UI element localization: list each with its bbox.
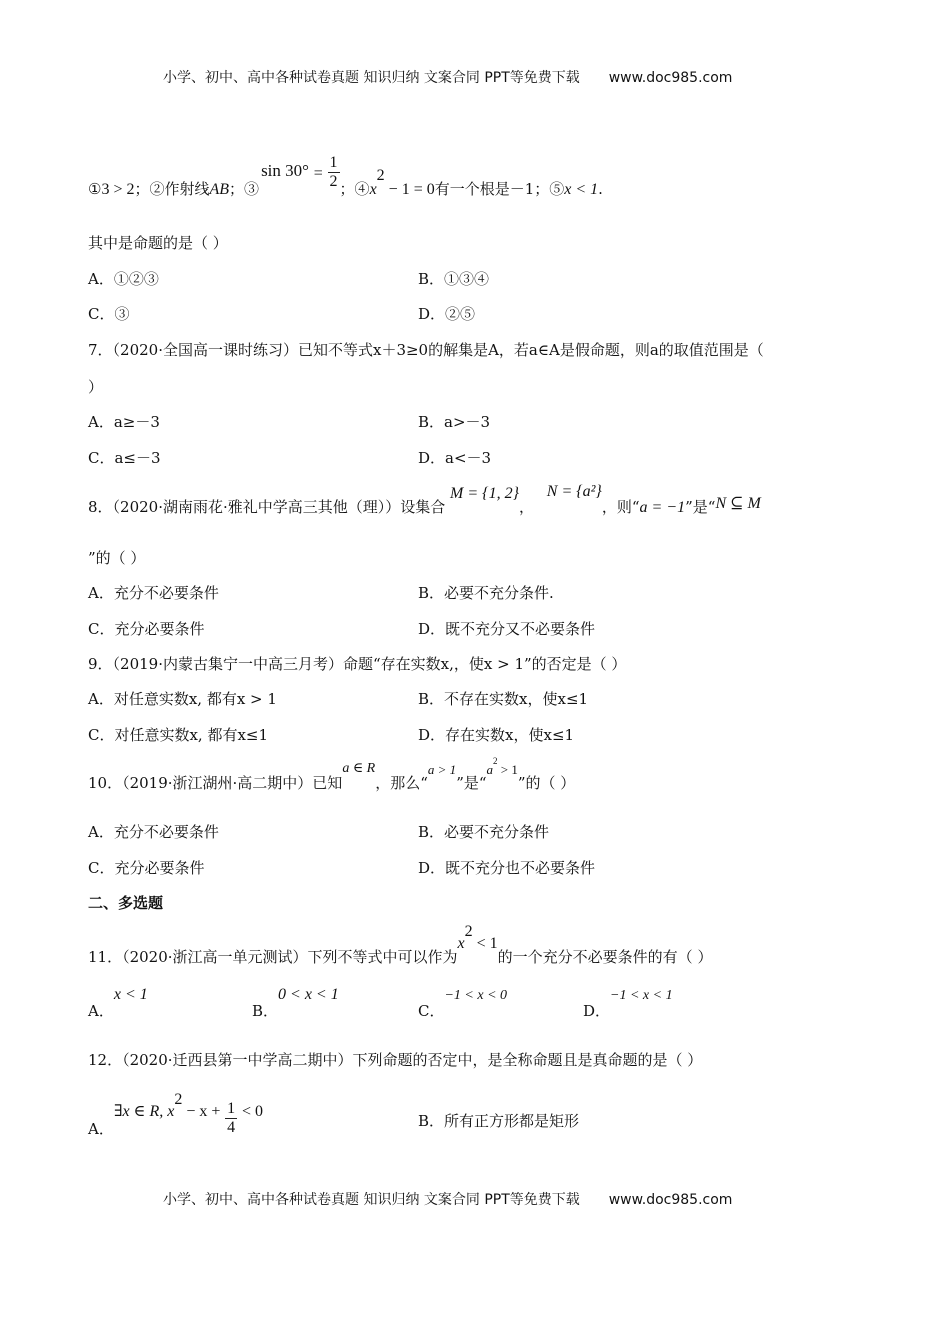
q11-option-c[interactable] xyxy=(418,985,507,1021)
q12-option-a[interactable] xyxy=(88,1091,263,1139)
q8-stem xyxy=(88,483,761,522)
q6-option-d[interactable]: D．②⑤ xyxy=(418,305,476,323)
q12-option-b[interactable]: B．所有正方形都是矩形 xyxy=(418,1112,580,1130)
option-math: −1 < x < 1 xyxy=(610,988,673,1003)
math-a-in-r: a ∈ R xyxy=(342,761,376,776)
q6-stem: 其中是命题的是（ ） xyxy=(88,234,228,252)
q8-option-c[interactable]: C．充分必要条件 xyxy=(88,620,205,638)
q9-option-c[interactable]: C．对任意实数x, 都有x≤1 xyxy=(88,726,269,744)
q6-option-c[interactable]: C．③ xyxy=(88,305,130,323)
math-set-n: N = {a²} xyxy=(546,483,602,500)
option-math: 0 < x < 1 xyxy=(278,986,339,1003)
option-label: C． xyxy=(418,1002,445,1020)
q11-prefix: 11．（2020·浙江高一单元测试）下列不等式中可以作为 xyxy=(88,948,458,966)
math-ab: AB xyxy=(209,181,230,199)
circled-1: ① xyxy=(88,180,102,199)
q10-prefix: 10．（2019·浙江湖州·高二期中）已知 xyxy=(88,774,343,792)
header-site-link[interactable]: www.doc985.com xyxy=(608,70,733,86)
math-a-eq-neg1: a = −1 xyxy=(639,499,686,516)
option-math: < 0 xyxy=(241,1103,263,1121)
q7-option-c[interactable]: C．a≤－3 xyxy=(88,449,161,467)
option-label: A． xyxy=(88,1120,114,1139)
header-text: 小学、初中、高中各种试卷真题 知识归纳 文案合同 PPT等免费下载 xyxy=(163,70,580,86)
math-exponent: 2 xyxy=(464,923,473,940)
math-gt-1: > 1 xyxy=(497,762,518,777)
footer-text: 小学、初中、高中各种试卷真题 知识归纳 文案合同 PPT等免费下载 xyxy=(163,1192,580,1208)
math-x: x xyxy=(457,935,465,952)
math-set-m: M = {1, 2} xyxy=(450,485,519,502)
frac-numerator: 1 xyxy=(329,154,338,171)
option-label: B． xyxy=(252,1002,279,1020)
option-math: x < 1 xyxy=(113,986,148,1003)
statement-text: ；②作射线 xyxy=(134,180,210,199)
q8-option-b[interactable]: B．必要不充分条件. xyxy=(418,584,554,602)
math-3-gt-2: 3 > 2 xyxy=(101,181,135,199)
math-a-gt-1: a > 1 xyxy=(427,762,457,777)
header-banner xyxy=(163,70,732,87)
section-heading: 二、多选题 xyxy=(88,894,164,912)
fraction-one-quarter xyxy=(225,1100,237,1136)
q10-stem xyxy=(88,756,576,796)
statement-text: 有一个根是－1；⑤ xyxy=(434,180,565,199)
option-label: D． xyxy=(583,1002,611,1020)
math-exponent: 2 xyxy=(493,756,498,766)
q10-text: ，那么“ xyxy=(375,774,428,792)
q9-option-d[interactable]: D．存在实数x，使x≤1 xyxy=(418,726,575,744)
q10-text: ”的（ ） xyxy=(517,774,576,792)
q12-stem: 12．（2020·迁西县第一中学高二期中）下列命题的否定中，是全称命题且是真命题的是（ ） xyxy=(88,1051,703,1069)
frac-denominator: 2 xyxy=(329,172,338,190)
q10-option-c[interactable]: C．充分必要条件 xyxy=(88,859,205,877)
footer-banner xyxy=(163,1192,732,1209)
q10-option-b[interactable]: B．必要不充分条件 xyxy=(418,823,550,841)
q8-stem-cont: ”的（ ） xyxy=(88,549,146,567)
q8-text: ”是“ xyxy=(685,498,716,516)
math-n-subset-m: N ⊆ M xyxy=(715,495,761,512)
q7-option-b[interactable]: B．a>－3 xyxy=(418,413,491,431)
period: . xyxy=(598,180,603,199)
math-x-lt-1: x < 1 xyxy=(564,181,599,199)
q7-stem: 7．（2020·全国高一课时练习）已知不等式x＋3≥0的解集是A，若a∈A是假命题，则a的取值范围是（ xyxy=(88,341,764,359)
q8-text: ，则“ xyxy=(601,498,640,516)
option-label: A． xyxy=(88,1002,114,1020)
q11-option-a[interactable] xyxy=(88,985,148,1021)
q9-stem: 9．（2019·内蒙古集宁一中高三月考）命题“存在实数x,，使x > 1”的否定是（ ） xyxy=(88,655,627,673)
q8-option-a[interactable]: A．充分不必要条件 xyxy=(88,584,219,602)
footer-site-link[interactable]: www.doc985.com xyxy=(608,1192,733,1208)
math-equals: = xyxy=(313,165,323,183)
math-x: x xyxy=(369,181,377,199)
comma: ， xyxy=(518,498,534,516)
fraction-one-half xyxy=(328,154,340,190)
math-equation: − 1 = 0 xyxy=(384,181,435,199)
q10-option-a[interactable]: A．充分不必要条件 xyxy=(88,823,219,841)
q6-statements xyxy=(88,146,603,199)
q11-suffix: 的一个充分不必要条件的有（ ） xyxy=(497,948,713,966)
q9-option-a[interactable]: A．对任意实数x, 都有x > 1 xyxy=(88,690,277,708)
option-math: ∃x ∈ R, x xyxy=(113,1103,175,1121)
option-math: − x + xyxy=(182,1103,221,1121)
math-lt-1: < 1 xyxy=(472,935,498,952)
q7-option-a[interactable]: A．a≥－3 xyxy=(88,413,160,431)
math-sin30: sin 30° xyxy=(261,161,309,181)
math-a: a xyxy=(486,762,494,777)
frac-numerator: 1 xyxy=(227,1100,236,1117)
q11-option-b[interactable] xyxy=(252,985,339,1021)
q8-prefix: 8．（2020·湖南雨花·雅礼中学高三其他（理））设集合 xyxy=(88,498,446,516)
option-math: −1 < x < 0 xyxy=(444,988,508,1003)
q7-option-d[interactable]: D．a<－3 xyxy=(418,449,492,467)
q6-option-a[interactable]: A．①②③ xyxy=(88,270,159,288)
q10-text: ”是“ xyxy=(456,774,487,792)
q9-option-b[interactable]: B．不存在实数x，使x≤1 xyxy=(418,690,589,708)
q10-option-d[interactable]: D．既不充分也不必要条件 xyxy=(418,859,596,877)
q7-stem-cont: ） xyxy=(88,378,104,396)
math-exponent: 2 xyxy=(174,1091,183,1109)
q11-stem xyxy=(88,923,713,966)
statement-text: ；④ xyxy=(339,180,370,199)
frac-denominator: 4 xyxy=(227,1118,236,1136)
q8-option-d[interactable]: D．既不充分又不必要条件 xyxy=(418,620,596,638)
statement-text: ；③ xyxy=(229,180,260,199)
math-exponent: 2 xyxy=(376,167,385,185)
q11-option-d[interactable] xyxy=(583,985,673,1021)
q6-option-b[interactable]: B．①③④ xyxy=(418,270,490,288)
